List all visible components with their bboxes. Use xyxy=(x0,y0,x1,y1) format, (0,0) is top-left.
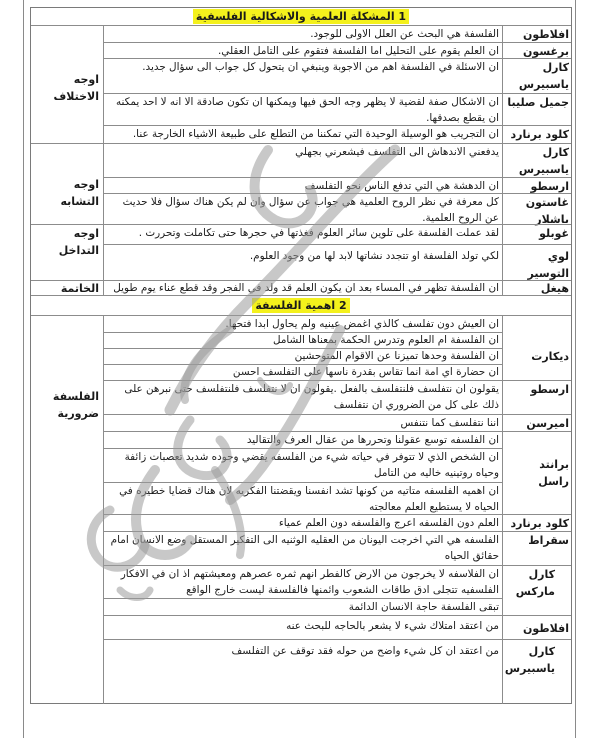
quote-text: ان الفلاسفه لا يخرجون من الارض كالفطر انهم ثمره عصرهم ومعيشتهم اذ ان في الافكار الفلسفيه تتجلى ادق طاقات الشعوب وائمنها فالفلسفة ليست خارج الواقع xyxy=(120,568,499,596)
quote-text: الفلسفه هي التي اخرجت اليونان من العقليه الوثنيه الى التفكير المستقل وضع الانسان امام حقائق الحياه xyxy=(110,534,499,562)
quote-text: ان الاسئلة في الفلسفة اهم من الاجوبة وينبغي ان يتحول كل جواب الى سؤال جديد. xyxy=(142,61,499,73)
quote-text: ان الفلسفه توسع عقولنا وتحررها من عقال العرف والتقاليد xyxy=(246,434,499,446)
quote-text: تبقى الفلسفة حاجة الانسان الدائمة xyxy=(348,601,499,613)
row-divider xyxy=(103,639,571,640)
philosopher-name: غاستون باشلار xyxy=(525,196,569,226)
quote-text: من اعتقد امتلاك شيء لا يشعر بالحاجه للبحث عنه xyxy=(286,620,499,632)
philosopher-name: كارل ياسبيرس xyxy=(518,61,569,91)
quote-text: ان الفلسفة وحدها تميزنا عن الاقوام المتوحشين xyxy=(294,350,499,362)
philosopher-name: ارسطو xyxy=(530,383,569,396)
quote-text: يدفعني الاندهاش الى التفلسف فيشعرني بجهلي xyxy=(295,146,499,158)
row-divider xyxy=(103,244,571,245)
quote-text: الفلسفة هي البحث عن العلل الاولى للوجود. xyxy=(310,28,499,40)
name-column-divider xyxy=(502,315,503,704)
philosophy-table xyxy=(30,7,572,704)
quote-text: ان الاشكال صفة لقضية لا يظهر وجه الحق فيها ويمكنها ان تكون صادقة الا انه لا احد يمكنه ان يقطع بصدقها. xyxy=(115,96,499,124)
category-label: اوجه الاختلاف xyxy=(53,73,99,103)
section-2-title-text: 2 اهمية الفلسفة xyxy=(252,298,349,313)
philosopher-name: اميرسن xyxy=(526,417,569,430)
philosopher-name: كارل ياسبيرس xyxy=(504,645,555,675)
quote-text: من اعتقد ان كل شيء واضح من حوله فقد توقف عن التفلسف xyxy=(231,645,499,657)
philosopher-name: كلود برنارد xyxy=(510,517,569,530)
philosopher-name: افلاطون xyxy=(523,622,569,635)
quote-text: ان الفلسفة تظهر في المساء بعد ان يكون العلم قد ولد في الفجر وقد قطع عناء يوم طويل xyxy=(113,282,499,294)
quote-text: لقد عملت الفلسفة على تلوين سائر العلوم فغذتها في حجرها حتى تكاملت وتحررت . xyxy=(138,227,499,239)
philosopher-name: جميل صليبا xyxy=(507,96,569,109)
quote-text: ان العلم يقوم على التحليل اما الفلسفة فتقوم على التامل العقلي. xyxy=(218,45,499,57)
philosopher-name: سقراط xyxy=(528,534,569,547)
quote-text: ان الدهشة هي التي تدفع الناس نحو التفلسف xyxy=(304,180,499,192)
quote-text: ان الفلسفة ام العلوم وتدرس الحكمة بمعناها الشامل xyxy=(272,334,499,346)
quote-text: يقولون ان نتفلسف فلنتفلسف بالفعل .يقولون ان لا نتفلسف فلنتفلسف حتى نبرهن على ذلك على كل من الضروري ان نتفلسف xyxy=(124,383,499,411)
section-1-title-text: 1 المشكلة العلمية والاشكالية الفلسفية xyxy=(193,9,409,24)
category-label: اوجه التشابه xyxy=(60,178,99,208)
group-divider xyxy=(31,295,571,296)
quote-text: لكي تولد الفلسفة او تتجدد نشاتها لابد لها من وجود العلوم. xyxy=(249,250,499,262)
quote-text: كل معرفة في نظر الروح العلمية هي جواب عن سؤال وان لم يكن هناك سؤال فلا حديث عن الروح العلمية. xyxy=(122,196,499,224)
quote-text: ان اهميه الفلسفه متاتيه من كونها تشد انفسنا ويقضتنا الفكريه لان هناك قضايا خطيره في الحياه لا يستطيع العلم معالجته xyxy=(119,485,499,513)
philosopher-name: برغسون xyxy=(523,45,569,58)
philosopher-name: ديكارت xyxy=(531,350,569,363)
philosopher-name: برانتد راسل xyxy=(538,458,569,488)
philosopher-name: كلود برنارد xyxy=(510,128,569,141)
category-column-divider xyxy=(103,25,104,295)
quote-text: اننا نتفلسف كما نتنفس xyxy=(400,417,499,429)
quote-text: ان الشخص الذي لا تتوفر في حياته شيء من الفلسفه يقضي وجوده شديد تعصبات زائفة وحياه روتينيه خاليه من التامل xyxy=(124,451,499,479)
quote-text: العلم دون الفلسفه اعرج والفلسفه دون العلم عمياء xyxy=(278,517,499,529)
quote-text: ان العيش دون تفلسف كالذي اغمض عينيه ولم يحاول ابدا فتحها. xyxy=(225,318,499,330)
section-1-title xyxy=(31,9,571,24)
philosopher-name: غوبلو xyxy=(539,227,569,240)
category-label: الفلسفة ضرورية xyxy=(52,390,99,420)
philosopher-name: ارسطو xyxy=(530,180,569,193)
philosopher-name: لوي التوسير xyxy=(527,250,569,280)
section-2-title xyxy=(31,298,571,313)
quote-text: ان حضارة اي امة انما تقاس بقدرة ناسها على التفلسف احسن xyxy=(232,366,499,378)
name-column-divider xyxy=(502,25,503,295)
philosopher-name: كارل ماركس xyxy=(515,568,555,598)
category-label: الخاتمة xyxy=(60,282,99,295)
category-column-divider xyxy=(103,315,104,704)
quote-text: ان التجريب هو الوسيلة الوحيدة التي تمكننا من التطلع على طبيعة الاشياء الخارجة عنا. xyxy=(132,128,499,140)
category-label: اوجه التداخل xyxy=(58,227,99,257)
philosopher-name: هيغل xyxy=(540,282,569,295)
row-divider xyxy=(103,615,571,616)
philosopher-name: كارل ياسبيرس xyxy=(518,146,569,176)
philosopher-name: افلاطون xyxy=(523,28,569,41)
